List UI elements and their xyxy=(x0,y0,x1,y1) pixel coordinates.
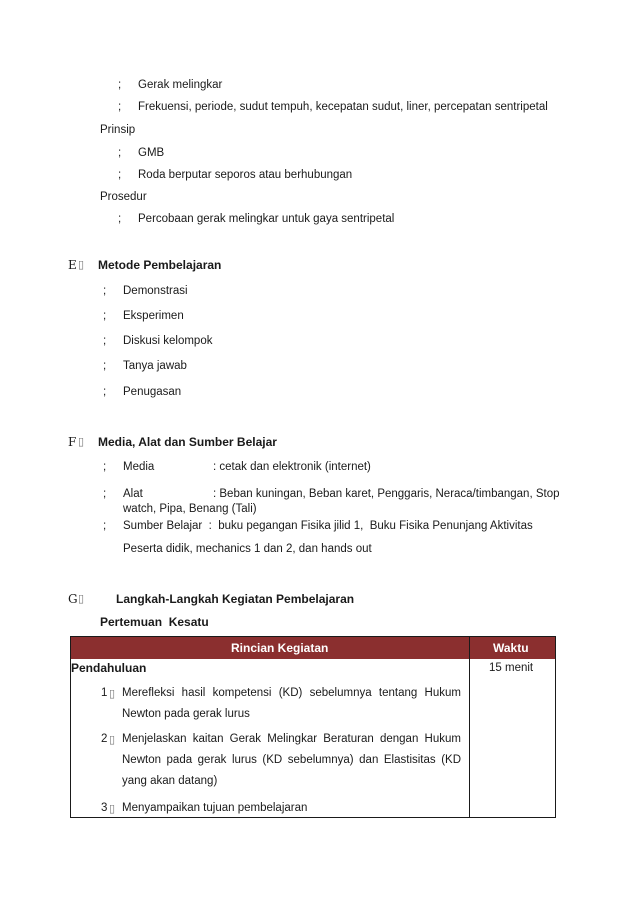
step-text: Merefleksi hasil kompetensi (KD) sebelumnya tentang Hukum Newton pada gerak lurus xyxy=(122,687,461,720)
list-item: Tanya jawab xyxy=(123,360,187,372)
list-item: Penugasan xyxy=(123,386,182,398)
missing-glyph-icon: ▯ xyxy=(109,687,116,700)
table-header xyxy=(71,637,555,659)
sumber-belajar: Sumber Belajar : buku pegangan Fisika jilid 1, Buku Fisika Penunjang Aktivitas xyxy=(123,520,533,532)
bullet-marker: ; xyxy=(103,488,107,500)
missing-glyph-icon: ▯ xyxy=(109,733,116,746)
column-divider xyxy=(469,637,470,817)
prosedur-label: Prosedur xyxy=(100,191,147,203)
bullet-marker: ; xyxy=(103,335,107,347)
list-item: Diskusi kelompok xyxy=(123,335,213,347)
section-letter: E xyxy=(68,258,77,272)
missing-glyph-icon: ▯ xyxy=(78,435,85,448)
bullet-marker: ; xyxy=(118,101,122,113)
section-heading: Metode Pembelajaran xyxy=(98,258,222,272)
step-text: Menjelaskan kaitan Gerak Melingkar Beraturan dengan Hukum Newton pada gerak lurus (KD sebelumnya) dan Elastisitas (KD yang akan datang) xyxy=(122,733,461,787)
alat-continuation: watch, Pipa, Benang (Tali) xyxy=(123,503,257,515)
bullet-marker: ; xyxy=(103,285,107,297)
media-value: : cetak dan elektronik (internet) xyxy=(213,461,371,473)
step-number: 3 xyxy=(101,802,108,814)
section-heading: Langkah-Langkah Kegiatan Pembelajaran xyxy=(116,592,355,606)
phase-title: Pendahuluan xyxy=(71,661,147,675)
section-heading: Media, Alat dan Sumber Belajar xyxy=(98,435,277,449)
alat-value: : Beban kuningan, Beban karet, Penggaris, Neraca/timbangan, Stop xyxy=(213,488,560,500)
bullet-marker: ; xyxy=(103,520,107,532)
missing-glyph-icon: ▯ xyxy=(78,258,85,271)
bullet-marker: ; xyxy=(103,386,107,398)
bullet-marker: ; xyxy=(118,79,122,91)
bullet-marker: ; xyxy=(118,147,122,159)
section-letter: G xyxy=(68,592,78,606)
list-item: Demonstrasi xyxy=(123,285,188,297)
list-item: Eksperimen xyxy=(123,310,184,322)
missing-glyph-icon: ▯ xyxy=(109,802,116,815)
bullet-marker: ; xyxy=(103,461,107,473)
step-number: 1 xyxy=(101,687,108,699)
alat-label: Alat xyxy=(123,488,143,500)
section-letter: F xyxy=(68,435,77,449)
time-value: 15 menit xyxy=(489,662,534,674)
missing-glyph-icon: ▯ xyxy=(78,592,85,605)
prinsip-label: Prinsip xyxy=(100,124,136,136)
bullet-marker: ; xyxy=(103,360,107,372)
meeting-heading: Pertemuan Kesatu xyxy=(100,615,209,629)
list-item: Frekuensi, periode, sudut tempuh, kecepatan sudut, liner, percepatan sentripetal xyxy=(138,101,548,113)
step-number: 2 xyxy=(101,733,108,745)
list-item: Roda berputar seporos atau berhubungan xyxy=(138,169,353,181)
bullet-marker: ; xyxy=(118,169,122,181)
bullet-marker: ; xyxy=(103,310,107,322)
list-item: GMB xyxy=(138,147,165,159)
header-activity: Rincian Kegiatan xyxy=(231,641,329,655)
header-time: Waktu xyxy=(493,641,529,655)
step-text: Menyampaikan tujuan pembelajaran xyxy=(122,802,308,814)
bullet-marker: ; xyxy=(118,213,122,225)
list-item: Gerak melingkar xyxy=(138,79,223,91)
activity-table xyxy=(70,636,556,818)
sumber-belajar-continuation: Peserta didik, mechanics 1 dan 2, dan hands out xyxy=(123,543,372,555)
list-item: Percobaan gerak melingkar untuk gaya sentripetal xyxy=(138,213,395,225)
media-label: Media xyxy=(123,461,155,473)
